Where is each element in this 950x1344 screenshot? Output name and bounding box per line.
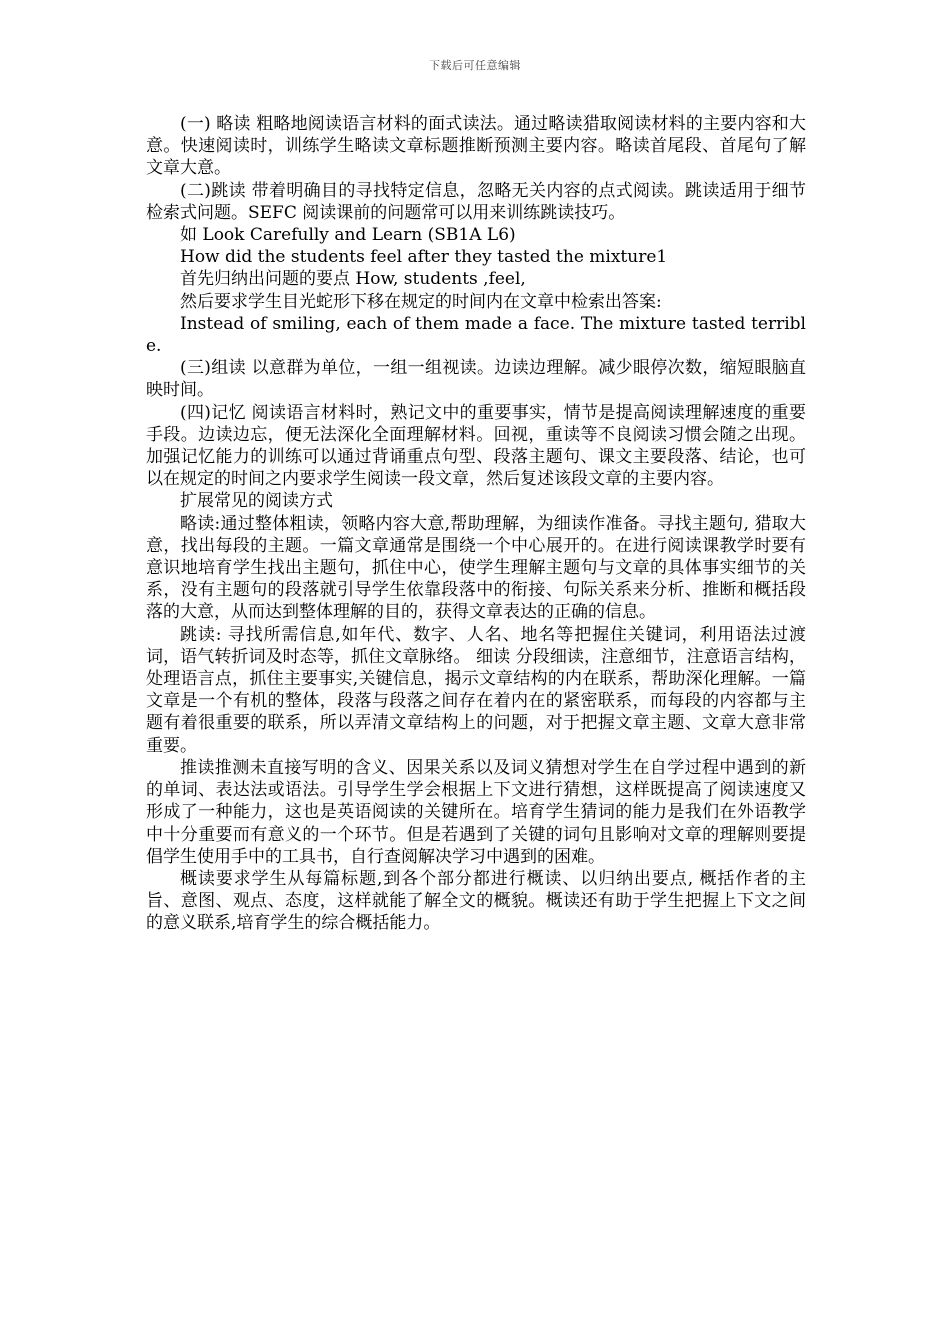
document-body bbox=[146, 113, 806, 935]
paragraph-memory: (四)记忆 阅读语言材料时，熟记文中的重要事实，情节是提高阅读理解速度的重要手段。边读边忘，便无法深化全面理解材料。回视，重读等不良阅读习惯会随之出现。加强记忆能力的训练可以通过背诵重点句型、段落主题句、课文主要段落、结论，也可以在规定的时间之内要求学生阅读一段文章，然后复述该段文章的主要内容。 bbox=[146, 402, 806, 490]
paragraph-overview-reading: 概读要求学生从每篇标题,到各个部分都进行概读、以归纳出要点, 概括作者的主旨、意图、观点、态度，这样就能了解全文的概貌。概读还有助于学生把握上下文之间的意义联系,培育学生的综合概括能力。 bbox=[146, 868, 806, 934]
paragraph-example-question: How did the students feel after they tasted the mixture1 bbox=[180, 247, 668, 268]
paragraph-inference-reading: 推读推测未直接写明的含义、因果关系以及词义猜想对学生在自学过程中遇到的新的单词、表达法或语法。引导学生学会根据上下文进行猜想，这样既提高了阅读速度又形成了一种能力，这也是英语阅读的关键所在。培育学生猜词的能力是我们在外语教学中十分重要而有意义的一个环节。但是若遇到了关键的词句且影响对文章的理解则要提倡学生使用手中的工具书，自行查阅解决学习中遇到的困难。 bbox=[146, 757, 806, 867]
paragraph-search-instruction: 然后要求学生目光蛇形下移在规定的时间内在文章中检索出答案: bbox=[180, 291, 662, 312]
paragraph-scanning: (二)跳读 带着明确目的寻找特定信息，忽略无关内容的点式阅读。跳读适用于细节检索式问题。SEFC 阅读课前的问题常可以用来训练跳读技巧。 bbox=[146, 180, 806, 223]
section-heading-extended-methods: 扩展常见的阅读方式 bbox=[180, 491, 333, 512]
paragraph-group-reading: (三)组读 以意群为单位，一组一组视读。边读边理解。减少眼停次数，缩短眼脑直映时间。 bbox=[146, 358, 806, 401]
paragraph-question-keypoints: 首先归纳出问题的要点 How, students ,feel, bbox=[180, 269, 526, 290]
paragraph-skimming: (一) 略读 粗略地阅读语言材料的面式读法。通过略读猎取阅读材料的主要内容和大意。快速阅读时，训练学生略读文章标题推断预测主要内容。略读首尾段、首尾句了解文章大意。 bbox=[146, 114, 806, 179]
page-header: 下载后可任意编辑 bbox=[429, 59, 521, 72]
paragraph-example-answer: Instead of smiling, each of them made a face. The mixture tasted terrible. bbox=[146, 313, 806, 357]
paragraph-example-title: 如 Look Carefully and Learn (SB1A L6) bbox=[180, 225, 516, 246]
paragraph-skim-reading: 略读:通过整体粗读，领略内容大意,帮助理解，为细读作准备。寻找主题句, 猎取大意，找出每段的主题。一篇文章通常是围绕一个中心展开的。在进行阅读课教学时要有意识地培育学生找出主题句，抓住中心，使学生理解主题句与文章的具体事实细节的关系，没有主题句的段落就引导学生依靠段落中的衔接、句际关系来分析、推断和概括段落的大意，从而达到整体理解的目的，获得文章表达的正确的信息。 bbox=[146, 513, 806, 623]
paragraph-skip-reading: 跳读: 寻找所需信息,如年代、数字、人名、地名等把握住关键词，利用语法过渡词，语气转折词及时态等，抓住文章脉络。 细读 分段细读，注意细节，注意语言结构，处理语言点，抓住主要事实,关键信息，揭示文章结构的内在联系，帮助深化理解。一篇文章是一个有机的整体，段落与段落之间存在着内在的紧密联系，而每段的内容都与主题有着很重要的联系，所以弄清文章结构上的问题，对于把握文章主题、文章大意非常重要。 bbox=[146, 624, 806, 756]
